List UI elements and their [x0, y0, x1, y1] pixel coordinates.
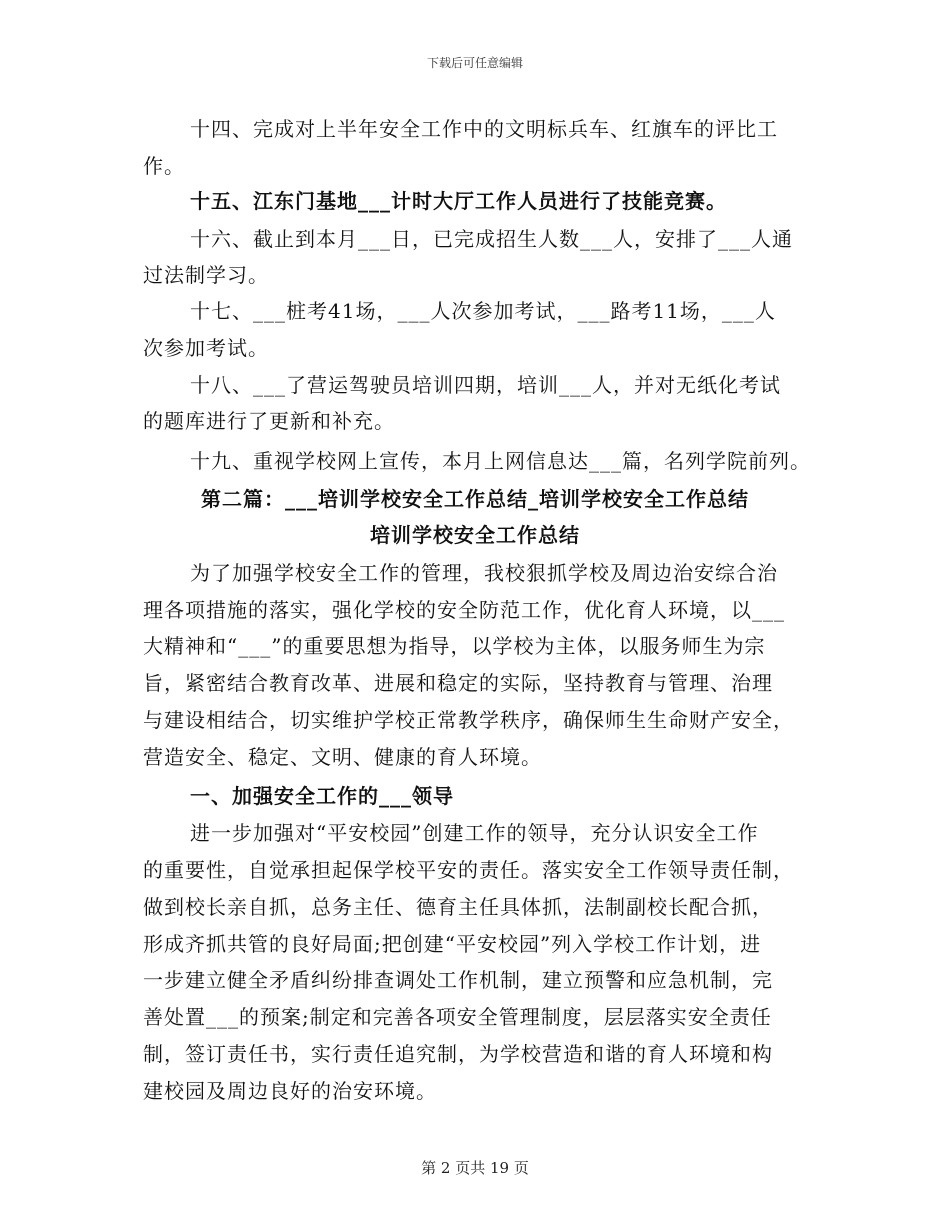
paragraph-line: 的重要性，自觉承担起保学校平安的责任。落实安全工作领导责任制， — [143, 858, 794, 882]
paragraph-line: 与建设相结合，切实维护学校正常教学秩序，确保师生生命财产安全， — [143, 708, 794, 732]
document-title: 培训学校安全工作总结 — [370, 523, 580, 547]
paragraph-line: 制，签订责任书，实行责任追究制，为学校营造和谐的育人环境和构 — [143, 1042, 773, 1066]
paragraph-line: 十五、江东门基地___计时大厅工作人员进行了技能竞赛。 — [190, 189, 727, 213]
paragraph-line: 为了加强学校安全工作的管理，我校狠抓学校及周边治安综合治 — [190, 561, 778, 585]
paragraph-line: 十八、___了营运驾驶员培训四期，培训___人，并对无纸化考试 — [190, 373, 781, 397]
paragraph-line: 的题库进行了更新和补充。 — [143, 409, 395, 433]
paragraph-line: 建校园及周边良好的治安环境。 — [143, 1079, 437, 1103]
page-footer: 第 2 页共 19 页 — [421, 1159, 529, 1177]
page-header: 下载后可任意编辑 — [426, 56, 523, 70]
paragraph-line: 做到校长亲自抓，总务主任、德育主任具体抓，法制副校长配合抓， — [143, 895, 773, 919]
paragraph-line: 形成齐抓共管的良好局面;把创建“平安校园”列入学校工作计划，进 — [143, 932, 762, 956]
paragraph-line: 旨，紧密结合教育改革、进展和稳定的实际，坚持教育与管理、治理 — [143, 671, 773, 695]
paragraph-line: 次参加考试。 — [143, 336, 269, 360]
chapter-title: 第二篇：___培训学校安全工作总结_培训学校安全工作总结 — [201, 487, 749, 511]
paragraph-line: 十四、完成对上半年安全工作中的文明标兵车、红旗车的评比工 — [190, 117, 778, 141]
paragraph-line: 营造安全、稳定、文明、健康的育人环境。 — [143, 745, 542, 769]
paragraph-line: 过法制学习。 — [143, 263, 269, 287]
paragraph-line: 进一步加强对“平安校园”创建工作的领导，充分认识安全工作 — [190, 821, 759, 845]
paragraph-line: 理各项措施的落实，强化学校的安全防范工作，优化育人环境，以___ — [143, 598, 785, 622]
paragraph-line: 大精神和“___”的重要思想为指导，以学校为主体，以服务师生为宗 — [143, 634, 766, 658]
paragraph-line: 一步建立健全矛盾纠纷排查调处工作机制，建立预警和应急机制，完 — [143, 968, 773, 992]
paragraph-line: 善处置___的预案;制定和完善各项安全管理制度，层层落实安全责任 — [143, 1005, 772, 1029]
section-heading: 一、加强安全工作的___领导 — [190, 784, 454, 808]
paragraph-line: 十九、重视学校网上宣传，本月上网信息达___篇，名列学院前列。 — [190, 449, 811, 473]
paragraph-line: 十六、截止到本月___日，已完成招生人数___人，安排了___人通 — [190, 227, 793, 251]
paragraph-line: 作。 — [143, 154, 185, 178]
paragraph-line: 十七、___桩考41场，___人次参加考试，___路考11场，___人 — [190, 299, 776, 323]
